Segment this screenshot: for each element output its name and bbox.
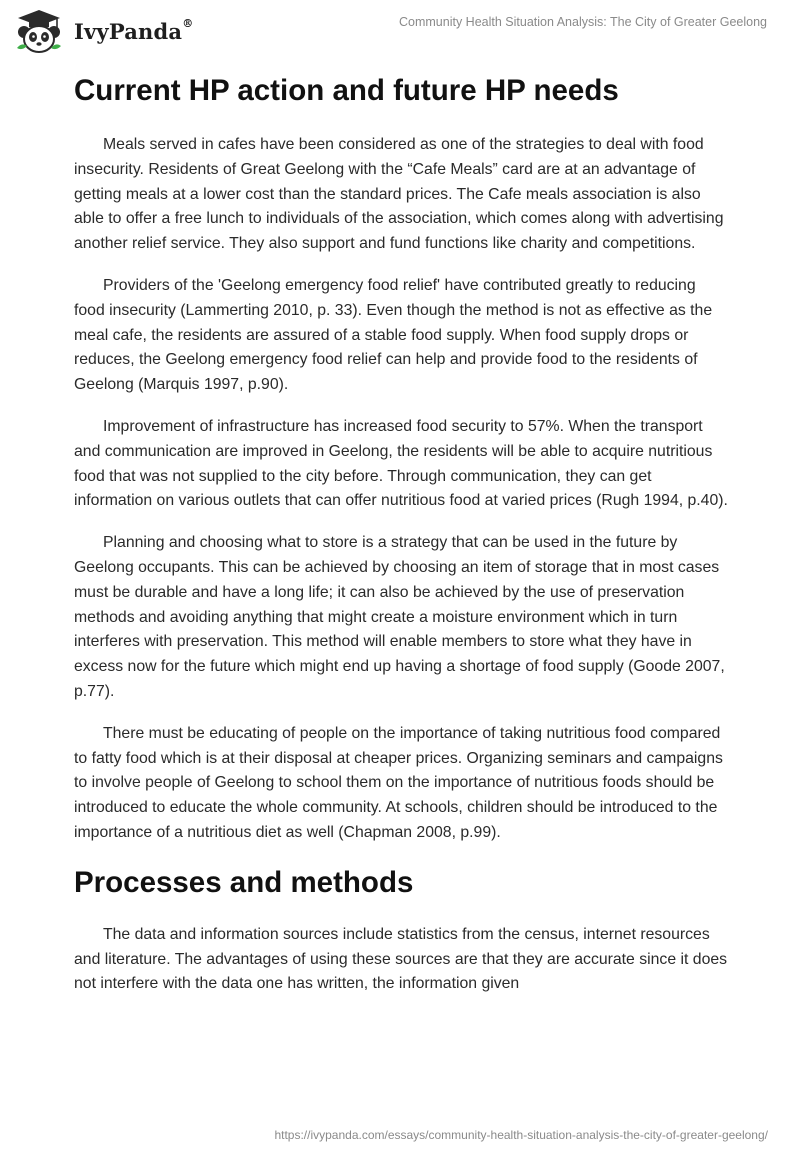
paragraph: Providers of the 'Geelong emergency food relief' have contributed greatly to reducing food insecurity (Lammerting 2010, p. 33). Even though the method is not as effective as the meal cafe, the residents are assured of a stable food supply. When food supply drops or reduces, the Geelong emergency food relief can help and provide food to the residents of Geelong (Marquis 1997, p.90). (74, 276, 713, 394)
section-body-current-hp (74, 133, 730, 846)
essay-content (74, 72, 730, 997)
paragraph: There must be educating of people on the importance of taking nutritious food compared to fatty food which is at their disposal at cheaper prices. Organizing seminars and campaigns to involve people of Geelong to school them on the importance of nutritious foods should be introduced to educate the whole community. At schools, children should be introduced to the importance of a nutritious diet as well (Chapman 2008, p.99). (74, 724, 723, 841)
section-body-processes-methods (74, 923, 730, 997)
ivypanda-logo[interactable] (14, 8, 193, 54)
paragraph: Meals served in cafes have been considered as one of the strategies to deal with food insecurity. Residents of Great Geelong with the “Cafe Meals” card are at an advantage of getting meals at a lower cost than the standard prices. The Cafe meals association is also able to offer a free lunch to individuals of the association, which comes along with advertising another relief service. They also support and fund functions like charity and competitions. (74, 136, 724, 253)
source-url[interactable]: https://ivypanda.com/essays/community-health-situation-analysis-the-city-of-greater-geelong/ (274, 1128, 768, 1142)
section-heading-processes-methods: Processes and methods (74, 865, 414, 899)
panda-graduate-icon (14, 8, 64, 54)
paragraph: Improvement of infrastructure has increased food security to 57%. When the transport and communication are improved in Geelong, the residents will be able to acquire nutritious food that was not supplied to the city before. Through communication, they can get information on various outlets that can offer nutritious food at varied prices (Rugh 1994, p.40). (74, 417, 728, 510)
page-header (0, 0, 800, 62)
section-heading-current-hp: Current HP action and future HP needs (74, 74, 619, 107)
paragraph: Planning and choosing what to store is a strategy that can be used in the future by Geelong occupants. This can be achieved by choosing an item of storage that in most cases must be durable and have a long life; it can also be achieved by the use of preservation methods and avoiding anything that might create a moisture environment which in turn interferes with preservation. This method will enable members to store what they have in excess now for the future which might end up having a shortage of food supply (Goode 2007, p.77). (74, 534, 725, 700)
document-title: Community Health Situation Analysis: The City of Greater Geelong (399, 15, 767, 29)
brand-name: IvyPanda® (74, 16, 194, 44)
paragraph: The data and information sources include statistics from the census, internet resources and literature. The advantages of using these sources are that they are accurate since it does not interfere with the data one has written, the information given (74, 925, 728, 993)
